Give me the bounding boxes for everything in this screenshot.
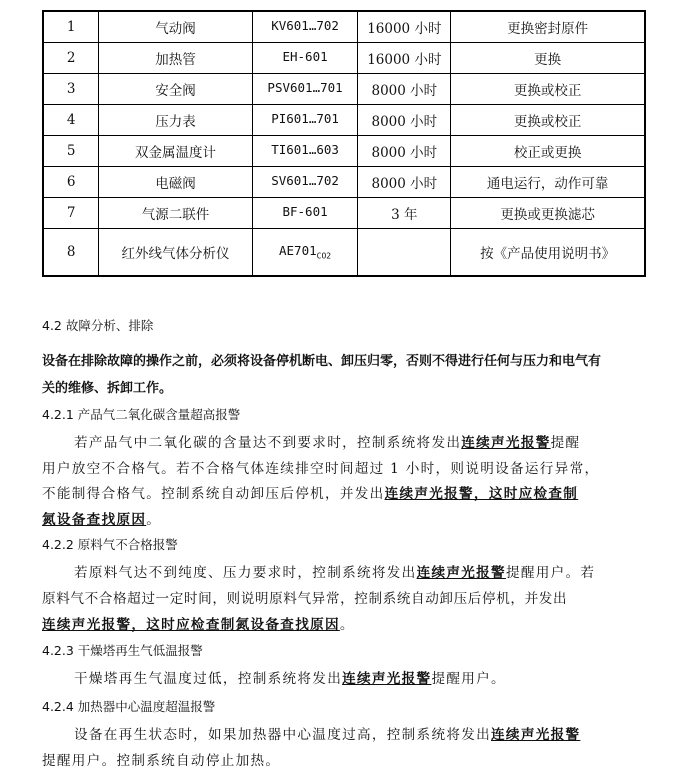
s421-alarm-emphasis-2: 连续声光报警，这时应检查制 xyxy=(384,486,579,502)
cell-number: 4 xyxy=(43,105,99,136)
table-row xyxy=(43,11,645,43)
cell-tag-code: $AE701_{CO2}$ xyxy=(252,229,358,277)
cell-number: 8 xyxy=(43,229,99,277)
cell-interval: 8000 小时 xyxy=(358,136,451,167)
section-4-2-1-heading: 4.2.1 产品气二氧化碳含量超高报警 xyxy=(42,407,241,422)
tag-code-subscript: CO2 xyxy=(316,251,332,261)
cell-number: 2 xyxy=(43,43,99,74)
cell-component-name: 红外线气体分析仪 xyxy=(99,229,252,277)
table-row xyxy=(43,136,645,167)
table-row xyxy=(43,198,645,229)
cell-action: 更换或更换滤芯 xyxy=(451,198,645,229)
cell-tag-code: SV601…702 xyxy=(252,167,358,198)
s424-line-1-text: 设备在再生状态时，如果加热器中心温度过高，控制系统将发出 xyxy=(74,727,492,743)
cell-action: 更换 xyxy=(451,43,645,74)
cell-action: 更换密封原件 xyxy=(451,11,645,43)
s423-line-1-tail: 提醒用户。 xyxy=(431,671,506,687)
cell-interval: 16000 小时 xyxy=(358,11,451,43)
s421-line-3 xyxy=(42,482,646,502)
cell-component-name: 双金属温度计 xyxy=(99,136,252,167)
cell-tag-code: EH-601 xyxy=(252,43,358,74)
s424-line-2: 提醒用户。控制系统自动停止加热。 xyxy=(42,753,281,769)
cell-action: 通电运行，动作可靠 xyxy=(451,167,645,198)
warning-line-1: 设备在排除故障的操作之前，必须将设备停机断电、卸压归零，否则不得进行任何与压力和电气有 xyxy=(42,354,602,369)
s422-line-1 xyxy=(74,561,678,581)
s421-line-1-tail: 提醒 xyxy=(550,435,581,451)
s421-line-4-tail: 。 xyxy=(146,512,162,528)
cell-number: 6 xyxy=(43,167,99,198)
s423-alarm-emphasis: 连续声光报警 xyxy=(342,671,432,687)
cell-number: 3 xyxy=(43,74,99,105)
s421-line-4 xyxy=(42,508,646,528)
s422-line-3-tail: 。 xyxy=(339,617,355,633)
cell-component-name: 气源二联件 xyxy=(99,198,252,229)
cell-tag-code: BF-601 xyxy=(252,198,358,229)
section-4-2-2-heading: 4.2.2 原料气不合格报警 xyxy=(42,537,178,552)
table-row xyxy=(43,229,645,277)
s421-cause-emphasis: 氮设备查找原因 xyxy=(42,512,147,528)
table-row xyxy=(43,167,645,198)
table-row xyxy=(43,105,645,136)
s424-line-1 xyxy=(74,723,678,743)
maintenance-table xyxy=(42,10,646,277)
cell-interval: 3 年 xyxy=(358,198,451,229)
warning-line-2: 关的维修、拆卸工作。 xyxy=(42,381,173,396)
s421-alarm-emphasis: 连续声光报警 xyxy=(461,435,551,451)
table-row xyxy=(43,43,645,74)
cell-component-name: 加热管 xyxy=(99,43,252,74)
s421-line-1-text: 若产品气中二氧化碳的含量达不到要求时，控制系统将发出 xyxy=(74,435,462,451)
s422-line-3 xyxy=(42,613,646,633)
section-4-2-3-heading: 4.2.3 干燥塔再生气低温报警 xyxy=(42,643,203,658)
s421-line-1 xyxy=(74,431,678,451)
table-row xyxy=(43,74,645,105)
cell-interval: 8000 小时 xyxy=(358,105,451,136)
cell-action: 更换或校正 xyxy=(451,105,645,136)
s421-line-3-text: 不能制得合格气。控制系统自动卸压后停机，并发出 xyxy=(42,486,385,502)
cell-tag-code: PSV601…701 xyxy=(252,74,358,105)
section-4-2-heading: 4.2 故障分析、排除 xyxy=(42,318,154,333)
s422-alarm-emphasis-2: 连续声光报警，这时应检查制氮设备查找原因 xyxy=(42,617,340,633)
s423-line-1 xyxy=(74,667,678,687)
s421-line-2: 用户放空不合格气。若不合格气体连续排空时间超过 1 小时，则说明设备运行异常， xyxy=(42,461,600,477)
cell-interval: 16000 小时 xyxy=(358,43,451,74)
s422-alarm-emphasis: 连续声光报警 xyxy=(416,565,506,581)
cell-interval xyxy=(358,229,451,277)
cell-action: 校正或更换 xyxy=(451,136,645,167)
s423-line-1-text: 干燥塔再生气温度过低，控制系统将发出 xyxy=(74,671,343,687)
cell-interval: 8000 小时 xyxy=(358,167,451,198)
cell-number: 1 xyxy=(43,11,99,43)
s424-alarm-emphasis: 连续声光报警 xyxy=(491,727,581,743)
cell-component-name: 安全阀 xyxy=(99,74,252,105)
cell-action: 更换或校正 xyxy=(451,74,645,105)
s422-line-1-tail: 提醒用户。若 xyxy=(505,565,596,581)
s422-line-2: 原料气不合格超过一定时间，则说明原料气异常，控制系统自动卸压后停机，并发出 xyxy=(42,591,568,607)
s422-line-1-text: 若原料气达不到纯度、压力要求时，控制系统将发出 xyxy=(74,565,417,581)
cell-interval: 8000 小时 xyxy=(358,74,451,105)
cell-tag-code: PI601…701 xyxy=(252,105,358,136)
cell-component-name: 压力表 xyxy=(99,105,252,136)
cell-number: 7 xyxy=(43,198,99,229)
cell-component-name: 气动阀 xyxy=(99,11,252,43)
cell-action: 按《产品使用说明书》 xyxy=(451,229,645,277)
cell-tag-code: TI601…603 xyxy=(252,136,358,167)
section-4-2-4-heading: 4.2.4 加热器中心温度超温报警 xyxy=(42,699,216,714)
cell-tag-code: KV601…702 xyxy=(252,11,358,43)
cell-component-name: 电磁阀 xyxy=(99,167,252,198)
cell-number: 5 xyxy=(43,136,99,167)
